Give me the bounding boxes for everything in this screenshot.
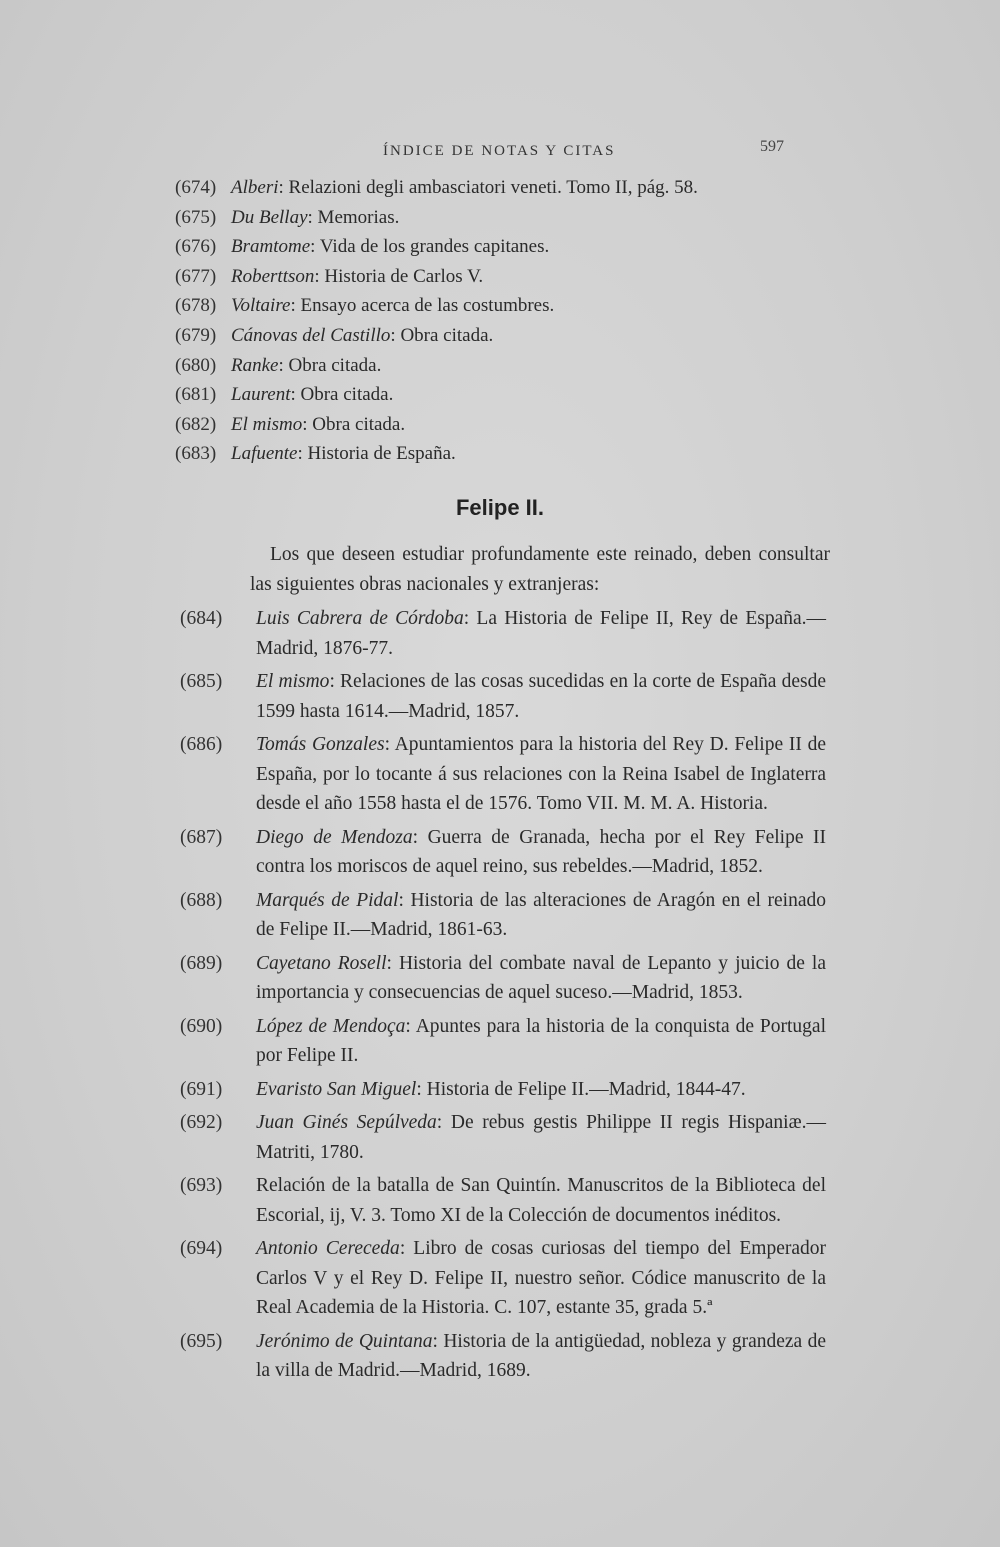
note-author: Cánovas del Castillo — [231, 324, 391, 346]
entry-author: El mismo — [256, 671, 330, 692]
note-text: Obra citada. — [288, 354, 382, 376]
note-text: Relazioni degli ambasciatori veneti. Tomo II, pág. 58. — [288, 177, 698, 198]
entry-author: Luis Cabrera de Córdoba — [256, 608, 464, 629]
entry-number: (690) — [180, 1015, 223, 1037]
note-number: (678) — [175, 295, 217, 317]
bibliography-entry: (685) El mismo: Relaciones de las cosas sucedidas en la corte de España desde 1599 hasta 1614.—Madrid, 1857. — [180, 667, 830, 726]
bibliography-entry: (692) Juan Ginés Sepúlveda: De rebus gestis Philippe II regis Hispaniæ.—Matriti, 1780. — [180, 1108, 830, 1167]
bibliography-entry: (691) Evaristo San Miguel: Historia de Felipe II.—Madrid, 1844-47. — [180, 1075, 830, 1105]
note-author: Laurent — [231, 384, 291, 406]
notes-list — [175, 173, 815, 469]
note-entry: (680) Ranke: Obra citada. — [175, 351, 815, 381]
note-number: (683) — [175, 443, 217, 465]
entry-number: (687) — [180, 826, 223, 848]
note-entry: (679) Cánovas del Castillo: Obra citada. — [175, 321, 815, 351]
entry-number: (689) — [180, 952, 223, 974]
bibliography-entry: (687) Diego de Mendoza: Guerra de Granada, hecha por el Rey Felipe II contra los moriscos de aquel reino, sus rebeldes.—Madrid, 1852. — [180, 823, 830, 882]
note-number: (676) — [175, 236, 217, 258]
bibliography-list — [180, 604, 830, 1390]
bibliography-entry: (686) Tomás Gonzales: Apuntamientos para la historia del Rey D. Felipe II de España, por lo tocante á sus relaciones con la Reina Isabel de Inglaterra desde el año 1558 hasta el de 1576. Tomo VII. M. M. A. Historia. — [180, 730, 830, 819]
entry-author: Marqués de Pidal — [256, 889, 399, 911]
section-title: Felipe II. — [455, 495, 545, 520]
note-text: Vida de los grandes capitanes. — [319, 236, 550, 258]
note-author: Bramtome — [231, 236, 311, 258]
note-author: Alberi — [231, 177, 279, 198]
bibliography-entry: (694) Antonio Cereceda: Libro de cosas curiosas del tiempo del Emperador Carlos V y el Rey D. Felipe II, nuestro señor. Códice manuscrito de la Real Academia de la Historia. C. 107, estante 35, grada 5.ª — [180, 1234, 830, 1323]
entry-number: (693) — [180, 1175, 223, 1196]
note-text: Ensayo acerca de las costumbres. — [300, 295, 555, 317]
note-author: Ranke — [231, 354, 279, 376]
note-number: (674) — [175, 177, 217, 198]
note-number: (680) — [175, 354, 217, 376]
note-author: Voltaire — [231, 295, 291, 317]
note-author: Lafuente — [231, 443, 298, 465]
note-text: Historia de España. — [307, 443, 456, 465]
running-head: ÍNDICE DE NOTAS Y CITAS — [383, 143, 616, 159]
note-text: Historia de Carlos V. — [324, 265, 484, 287]
entry-text: Historia de Felipe II.—Madrid, 1844-47. — [426, 1078, 746, 1100]
note-entry: (682) El mismo: Obra citada. — [175, 410, 815, 440]
entry-number: (694) — [180, 1238, 223, 1259]
entry-author: Tomás Gonzales — [256, 734, 385, 755]
note-text: Obra citada. — [400, 324, 494, 346]
bibliography-entry — [180, 1171, 830, 1230]
entry-number: (695) — [180, 1330, 223, 1352]
entry-text: Apuntes para la historia de la conquista de Portugal por Felipe II. — [256, 1015, 826, 1066]
note-number: (679) — [175, 324, 217, 346]
section-intro: Los que deseen estudiar profundamente este reinado, deben consultar las siguientes obras nacionales y extranjeras: — [250, 544, 830, 595]
entry-text: Historia de la antigüedad, nobleza y grandeza de la villa de Madrid.—Madrid, 1689. — [256, 1330, 826, 1381]
note-text: Memorias. — [317, 206, 400, 228]
entry-text: Relación de la batalla de San Quintín. Manuscritos de la Biblioteca del Escorial, ij, V. 3. Tomo XI de la Colección de documentos inéditos. — [256, 1175, 826, 1226]
note-text: Obra citada. — [312, 413, 406, 435]
note-number: (675) — [175, 206, 217, 228]
entry-text: Historia del combate naval de Lepanto y juicio de la importancia y consecuencias de aquel suceso.—Madrid, 1853. — [256, 952, 826, 1003]
note-author: Roberttson — [231, 265, 315, 287]
entry-number: (685) — [180, 671, 223, 692]
bibliography-entry: (689) Cayetano Rosell: Historia del combate naval de Lepanto y juicio de la importancia y consecuencias de aquel suceso.—Madrid, 1853. — [180, 949, 830, 1008]
entry-text: Historia de las alteraciones de Aragón en el reinado de Felipe II.—Madrid, 1861-63. — [256, 889, 826, 940]
entry-text: La Historia de Felipe II, Rey de España.—Madrid, 1876-77. — [256, 608, 827, 659]
entry-number: (688) — [180, 889, 223, 911]
entry-author: Cayetano Rosell — [256, 952, 387, 974]
note-entry: (677) Roberttson: Historia de Carlos V. — [175, 262, 815, 292]
note-entry: (678) Voltaire: Ensayo acerca de las costumbres. — [175, 291, 815, 321]
bibliography-entry: (695) Jerónimo de Quintana: Historia de la antigüedad, nobleza y grandeza de la villa de Madrid.—Madrid, 1689. — [180, 1327, 830, 1386]
note-entry: (675) Du Bellay: Memorias. — [175, 203, 815, 233]
bibliography-entry: (684) Luis Cabrera de Córdoba: La Historia de Felipe II, Rey de España.—Madrid, 1876-77. — [180, 604, 830, 663]
note-entry: (676) Bramtome: Vida de los grandes capitanes. — [175, 232, 815, 262]
entry-number: (684) — [180, 608, 223, 629]
note-entry: (674) Alberi: Relazioni degli ambasciatori veneti. Tomo II, pág. 58. — [175, 173, 815, 203]
entry-author: Juan Ginés Sepúlveda — [256, 1112, 437, 1133]
entry-author: Diego de Mendoza — [256, 826, 413, 848]
note-number: (682) — [175, 413, 217, 435]
entry-text: Apuntamientos para la historia del Rey D. Felipe II de España, por lo tocante á sus relaciones con la Reina Isabel de Inglaterra desde el año 1558 hasta el de 1576. Tomo VII. M. M. A. Historia. — [256, 734, 826, 814]
entry-author: Evaristo San Miguel — [256, 1078, 417, 1100]
note-entry: (683) Lafuente: Historia de España. — [175, 439, 815, 469]
entry-author: Antonio Cereceda — [256, 1238, 400, 1259]
entry-text: Guerra de Granada, hecha por el Rey Felipe II contra los moriscos de aquel reino, sus rebeldes.—Madrid, 1852. — [256, 826, 826, 877]
note-author: El mismo — [231, 413, 303, 435]
note-author: Du Bellay — [231, 206, 308, 228]
note-number: (677) — [175, 265, 217, 287]
bibliography-entry: (688) Marqués de Pidal: Historia de las alteraciones de Aragón en el reinado de Felipe II.—Madrid, 1861-63. — [180, 886, 830, 945]
note-text: Obra citada. — [300, 384, 394, 406]
entry-number: (692) — [180, 1112, 223, 1133]
entry-text: Libro de cosas curiosas del tiempo del Emperador Carlos V y el Rey D. Felipe II, nuestro señor. Códice manuscrito de la Real Academia de la Historia. C. 107, estante 35, grada 5.ª — [256, 1238, 827, 1318]
entry-author: López de Mendoça — [256, 1015, 406, 1037]
note-number: (681) — [175, 384, 217, 406]
bibliography-entry: (690) López de Mendoça: Apuntes para la historia de la conquista de Portugal por Felipe II. — [180, 1012, 830, 1071]
entry-text: De rebus gestis Philippe II regis Hispaniæ.—Matriti, 1780. — [256, 1112, 826, 1163]
entry-number: (691) — [180, 1078, 223, 1100]
entry-text: Relaciones de las cosas sucedidas en la corte de España desde 1599 hasta 1614.—Madrid, 1857. — [256, 671, 827, 722]
page-number: 597 — [760, 138, 784, 155]
note-entry: (681) Laurent: Obra citada. — [175, 380, 815, 410]
entry-number: (686) — [180, 734, 223, 755]
entry-author: Jerónimo de Quintana — [256, 1330, 433, 1352]
